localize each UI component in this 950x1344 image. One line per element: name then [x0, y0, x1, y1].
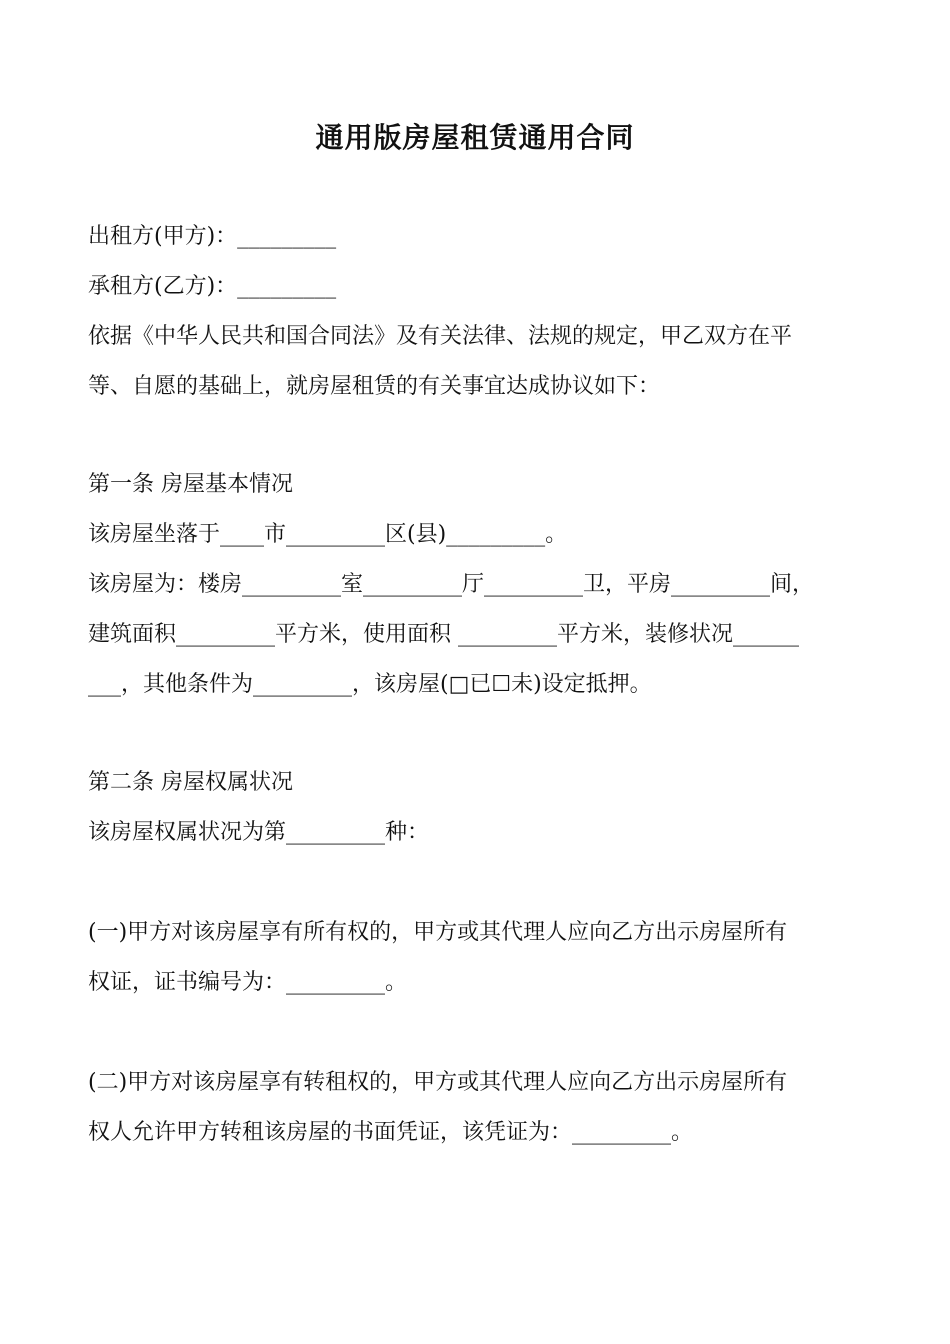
- preamble-line-1: 依据《中华人民共和国合同法》及有关法律、法规的规定，甲乙双方在平: [88, 324, 793, 349]
- clause-1-line-1: (一)甲方对该房屋享有所有权的，甲方或其代理人应向乙方出示房屋所有: [88, 920, 788, 945]
- article-1-location: 该房屋坐落于____市_________区(县)_________。: [88, 522, 568, 547]
- clause-2-line-1: (二)甲方对该房屋享有转租权的，甲方或其代理人应向乙方出示房屋所有: [88, 1070, 788, 1095]
- article-2-heading: 第二条 房屋权属状况: [88, 770, 293, 795]
- clause-1-line-2: 权证，证书编号为：_________。: [88, 970, 408, 995]
- lessee-line: 承租方(乙方)：_________: [88, 274, 337, 299]
- article-1-heading: 第一条 房屋基本情况: [88, 472, 293, 497]
- document-title: 通用版房屋租赁通用合同: [315, 121, 635, 154]
- clause-2-line-2: 权人允许甲方转租该房屋的书面凭证，该凭证为：_________。: [88, 1120, 694, 1145]
- lessor-line: 出租方(甲方)：_________: [88, 224, 337, 249]
- article-2-status: 该房屋权属状况为第_________种：: [88, 820, 430, 845]
- article-1-other: ___，其他条件为_________，该房屋(□已☐未)设定抵押。: [88, 672, 652, 697]
- article-1-rooms: 该房屋为：楼房_________室_________厅_________卫，平房_________间，: [88, 572, 815, 597]
- preamble-line-2: 等、自愿的基础上，就房屋租赁的有关事宜达成协议如下：: [88, 374, 661, 399]
- article-1-area: 建筑面积_________平方米，使用面积 _________平方米，装修状况______: [88, 622, 799, 647]
